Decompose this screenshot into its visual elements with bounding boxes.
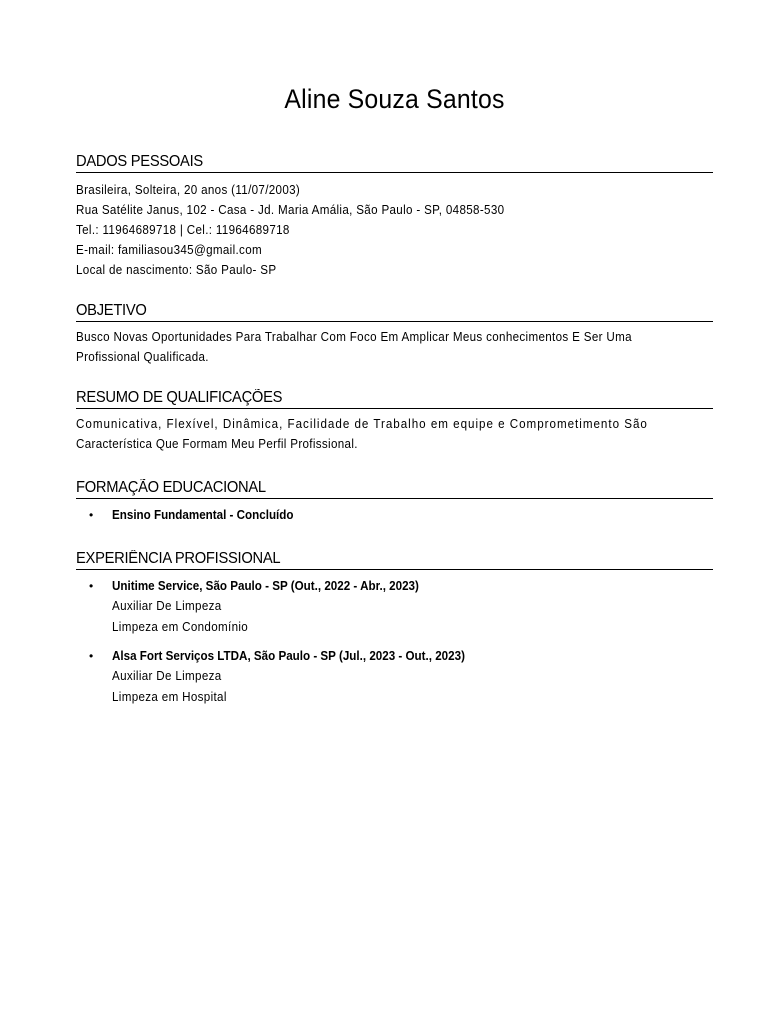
job-description: Limpeza em Hospital — [112, 690, 227, 704]
list-item — [76, 505, 713, 525]
section-heading-formacao: FORMAÇÃO EDUCACIONAL — [76, 478, 713, 499]
objective-line: Profissional Qualificada. — [76, 350, 209, 364]
section-dados-pessoais — [76, 152, 713, 280]
list-item — [76, 576, 713, 638]
address-line: Rua Satélite Janus, 102 - Casa - Jd. Maria Amália, São Paulo - SP, 04858-530 — [76, 203, 505, 217]
bullet-icon: • — [89, 649, 94, 663]
objective-line: Busco Novas Oportunidades Para Trabalhar Com Foco Em Amplicar Meus conhecimentos E Ser Uma — [76, 330, 632, 344]
section-resumo-qualificacoes — [76, 388, 713, 454]
job-role: Auxiliar De Limpeza — [112, 599, 222, 613]
qualifications-line: Característica Que Formam Meu Perfil Profissional. — [76, 437, 358, 451]
birthplace-line: Local de nascimento: São Paulo- SP — [76, 263, 277, 277]
bullet-icon: • — [89, 579, 94, 593]
job-title: Unitime Service, São Paulo - SP (Out., 2022 - Abr., 2023) — [112, 579, 419, 593]
section-heading-experiencia: EXPERIÊNCIA PROFISSIONAL — [76, 549, 713, 570]
job-title: Alsa Fort Serviços LTDA, São Paulo - SP (Jul., 2023 - Out., 2023) — [112, 649, 465, 663]
personal-info-line: Brasileira, Solteira, 20 anos (11/07/2003) — [76, 183, 301, 197]
list-item — [76, 646, 713, 708]
job-description: Limpeza em Condomínio — [112, 620, 249, 634]
qualifications-line: Comunicativa, Flexível, Dinâmica, Facilidade de Trabalho em equipe e Comprometimento São — [76, 417, 648, 431]
education-title: Ensino Fundamental - Concluído — [112, 508, 294, 522]
section-heading-resumo: RESUMO DE QUALIFICAÇÕES — [76, 388, 713, 409]
bullet-icon: • — [89, 508, 94, 522]
email-line: E-mail: familiasou345@gmail.com — [76, 243, 262, 257]
section-heading-objetivo: OBJETIVO — [76, 301, 713, 322]
phone-line: Tel.: 11964689718 | Cel.: 11964689718 — [76, 223, 290, 237]
section-objetivo — [76, 301, 713, 367]
job-role: Auxiliar De Limpeza — [112, 669, 222, 683]
section-heading-dados-pessoais: DADOS PESSOAIS — [76, 152, 713, 173]
section-formacao-educacional — [76, 478, 713, 525]
section-experiencia-profissional — [76, 549, 713, 708]
resume-name: Aline Souza Santos — [284, 84, 505, 114]
